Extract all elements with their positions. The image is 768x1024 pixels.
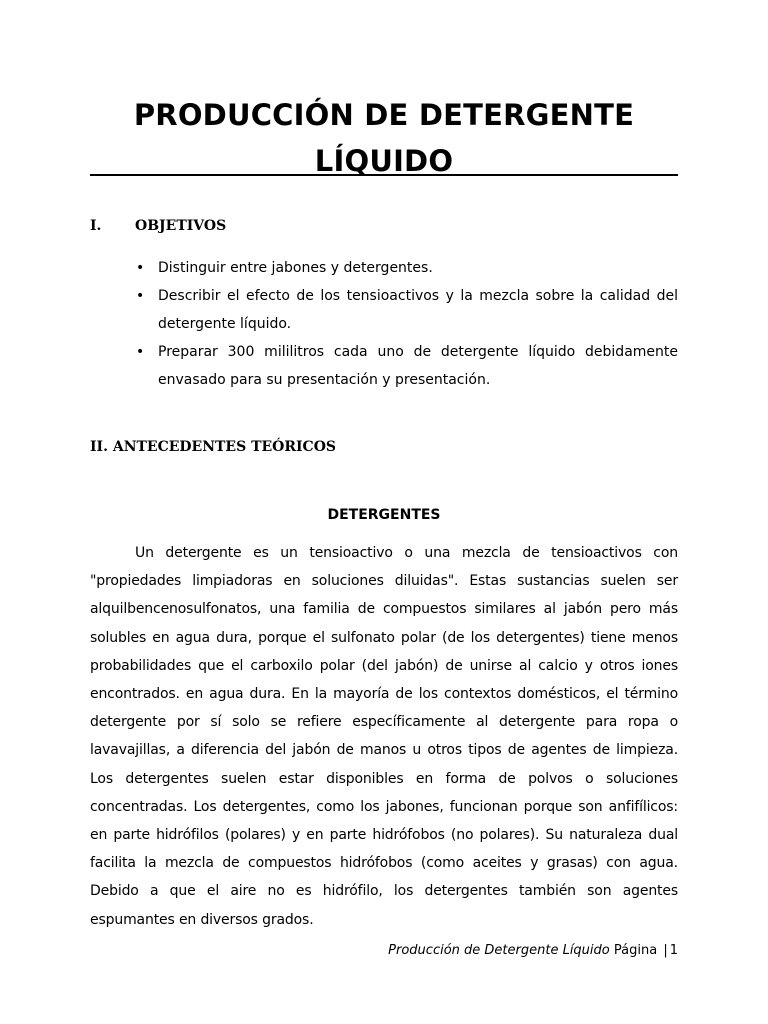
bullet-icon: • — [136, 288, 145, 304]
list-item — [136, 338, 678, 394]
footer-page-label: Página — [613, 943, 658, 958]
section-heading-objetivos — [90, 216, 226, 236]
bullet-icon: • — [136, 260, 145, 276]
footer-page-number: 1 — [669, 943, 678, 958]
section-title: OBJETIVOS — [135, 218, 227, 234]
footer-document-title: Producción de Detergente Líquido — [388, 943, 610, 958]
list-item — [136, 282, 678, 338]
section-number: I. — [90, 218, 102, 234]
title-line-1: PRODUCCIÓN DE DETERGENTE — [133, 98, 635, 132]
title-underline — [90, 174, 678, 176]
document-title — [90, 92, 678, 184]
subsection-heading-detergentes: DETERGENTES — [327, 507, 441, 523]
list-item-text: Describir el efecto de los tensioactivos y la mezcla sobre la calidad del detergente líquido. — [158, 288, 678, 332]
bullet-icon: • — [136, 344, 145, 360]
body-paragraph: Un detergente es un tensioactivo o una mezcla de tensioactivos con "propiedades limpiadoras en soluciones diluidas". Estas sustancias suelen ser alquilbencenosulfonatos, una familia de compuestos similares al jabón pero más solubles en agua dura, porque el sulfonato polar (de los detergentes) tiene menos probabilidades que el carboxilo polar (del jabón) de unirse al calcio y otros iones encontrados. en agua dura. En la mayoría de los contextos domésticos, el término detergente por sí solo se refiere específicamente al detergente para ropa o lavavajillas, a diferencia del jabón de manos u otros tipos de agentes de limpieza. Los detergentes suelen estar disponibles en forma de polvos o soluciones concentradas. Los detergentes, como los jabones, funcionan porque son anfifílicos: en parte hidrófilos (polares) y en parte hidrófobos (no polares). Su naturaleza dual facilita la mezcla de compuestos hidrófobos (como aceites y grasas) con agua. Debido a que el aire no es hidrófilo, los detergentes también son agentes espumantes en diversos grados. — [90, 545, 678, 928]
title-line-2: LÍQUIDO — [314, 144, 454, 178]
list-item-text: Preparar 300 mililitros cada uno de detergente líquido debidamente envasado para su presentación y presentación. — [158, 344, 678, 388]
page-footer — [388, 942, 678, 960]
objectives-list — [136, 254, 678, 394]
footer-separator: | — [663, 943, 668, 958]
list-item-text: Distinguir entre jabones y detergentes. — [158, 260, 433, 276]
section-heading-antecedentes: II. ANTECEDENTES TEÓRICOS — [90, 439, 337, 455]
list-item — [136, 254, 678, 282]
